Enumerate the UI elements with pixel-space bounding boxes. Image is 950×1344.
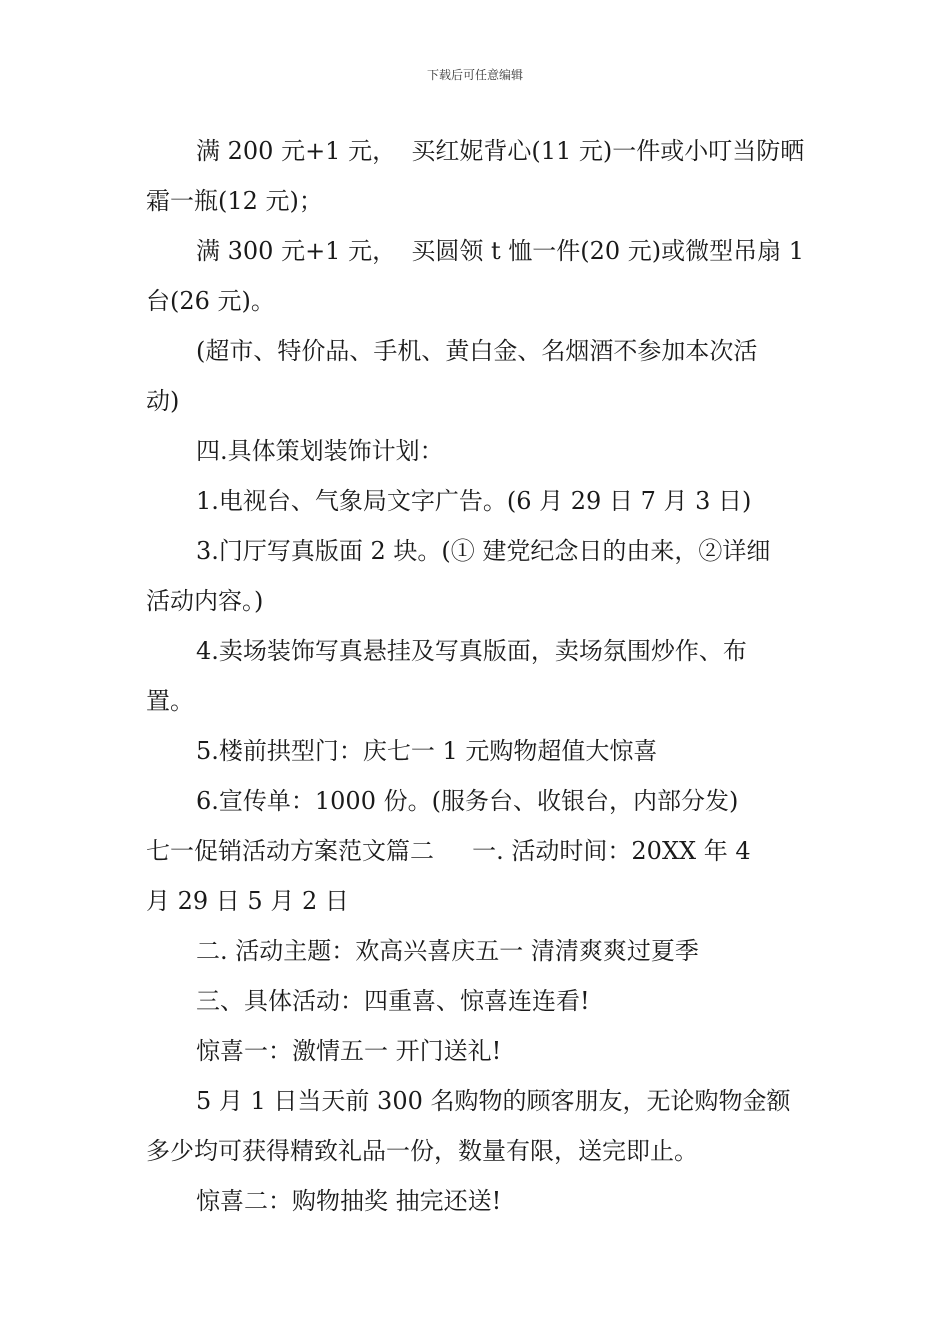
text-line: 二. 活动主题：欢高兴喜庆五一 清清爽爽过夏季: [196, 937, 699, 965]
page-header-note: 下载后可任意编辑: [426, 68, 523, 82]
text-line: 满 300 元+1 元， 买圆领 t 恤一件(20 元)或微型吊扇 1: [196, 237, 805, 265]
text-line: 霜一瓶(12 元)；: [146, 187, 323, 215]
text-line: 多少均可获得精致礼品一份，数量有限，送完即止。: [146, 1137, 698, 1165]
section-heading-line: 七一促销活动方案范文篇二 一. 活动时间：20XX 年 4: [146, 837, 751, 865]
text-line: 5 月 1 日当天前 300 名购物的顾客朋友，无论购物金额: [196, 1087, 791, 1115]
text-line: 活动内容。): [146, 587, 264, 615]
text-line: 动): [146, 387, 180, 415]
text-line: 置。: [146, 687, 194, 715]
text-line: 惊喜二：购物抽奖 抽完还送!: [196, 1187, 502, 1215]
text-line: (超市、特价品、手机、黄白金、名烟酒不参加本次活: [196, 337, 758, 365]
text-line: 4.卖场装饰写真悬挂及写真版面，卖场氛围炒作、布: [196, 637, 747, 665]
text-line: 5.楼前拱型门：庆七一 1 元购物超值大惊喜: [196, 737, 658, 765]
text-line: 3.门厅写真版面 2 块。(① 建党纪念日的由来，②详细: [196, 537, 771, 565]
text-line: 三、具体活动：四重喜、惊喜连连看!: [196, 987, 590, 1015]
document-body: [146, 126, 810, 1226]
text-line: 1.电视台、气象局文字广告。(6 月 29 日 7 月 3 日): [196, 487, 752, 515]
text-line: 6.宣传单：1000 份。(服务台、收银台，内部分发): [196, 787, 739, 815]
text-line: 满 200 元+1 元， 买红妮背心(11 元)一件或小叮当防晒: [196, 137, 805, 165]
text-line: 四.具体策划装饰计划：: [196, 437, 444, 465]
text-line: 台(26 元)。: [146, 287, 275, 315]
text-line: 惊喜一：激情五一 开门送礼!: [196, 1037, 502, 1065]
text-line: 月 29 日 5 月 2 日: [146, 887, 349, 915]
